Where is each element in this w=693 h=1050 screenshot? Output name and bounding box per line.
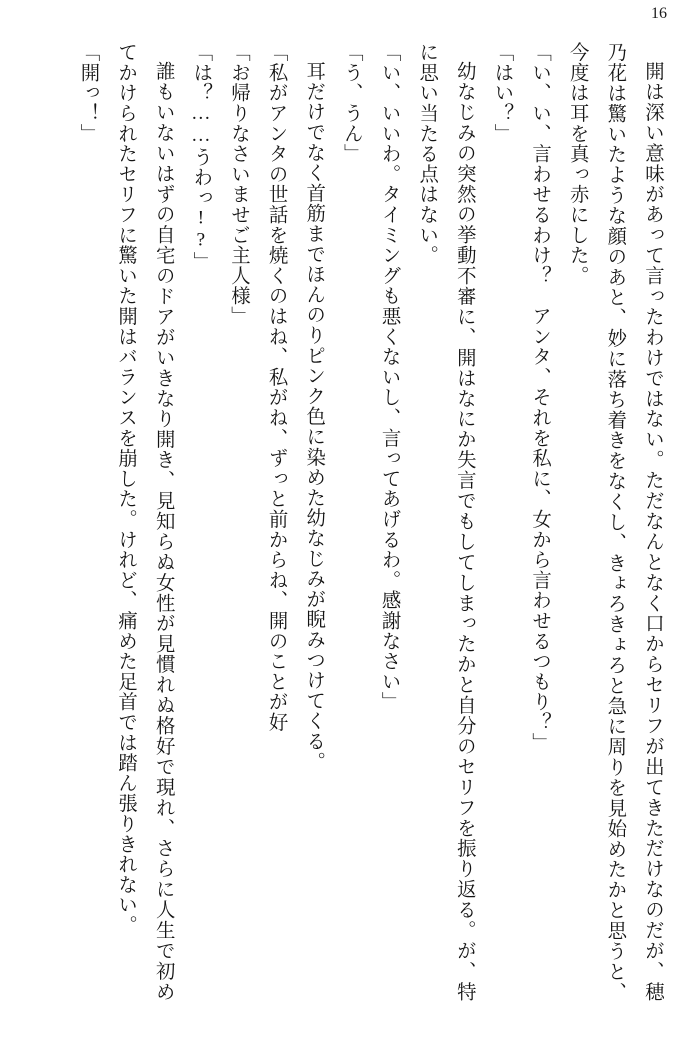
paragraph: 「はい？」 [491, 42, 513, 144]
vertical-text-body [30, 42, 671, 1002]
page-number: 16 [651, 5, 667, 22]
paragraph: 「お帰りなさいませご主人様」 [227, 42, 249, 327]
paragraph: 「い、い、言わせるわけ？ アンタ、それを私に、女から言わせるつもり？」 [529, 42, 551, 753]
paragraph: 誰もいないはずの自宅のドアがいきなり開き、見知らぬ女性が見慣れぬ格好で現れ、さらに人生で初めてかけられたセリフに驚いた開はバランスを崩した。けれど、痛めた足首では踏ん張りきれない。 [115, 42, 174, 1002]
paragraph: 「は？……うわっ!?」 [190, 42, 212, 272]
paragraph: 「う、うん」 [340, 42, 362, 164]
paragraph: 「開っ！」 [77, 42, 99, 144]
paragraph: 「私がアンタの世話を焼くのはね、私がね、ずっと前からね、開のことが好 [265, 42, 287, 733]
paragraph: 耳だけでなく首筋までほんのりピンク色に染めた幼なじみが睨みつけてくる。 [303, 61, 325, 772]
paragraph: 開は深い意味があって言ったわけではない。ただなんとなく口からセリフが出てきただけなのだが、穂乃花は驚いたような顔のあと、妙に落ち着きをなくし、きょろきょろと急に周りを見始めたかと思うと、今度は耳を真っ赤にした。 [566, 42, 663, 1002]
paragraph: 「い、いいわ。タイミングも悪くないし、言ってあげるわ。感謝なさい」 [378, 42, 400, 712]
paragraph: 幼なじみの突然の挙動不審に、開はなにか失言でもしてしまったかと自分のセリフを振り返る。が、特に思い当たる点はない。 [416, 42, 475, 1002]
